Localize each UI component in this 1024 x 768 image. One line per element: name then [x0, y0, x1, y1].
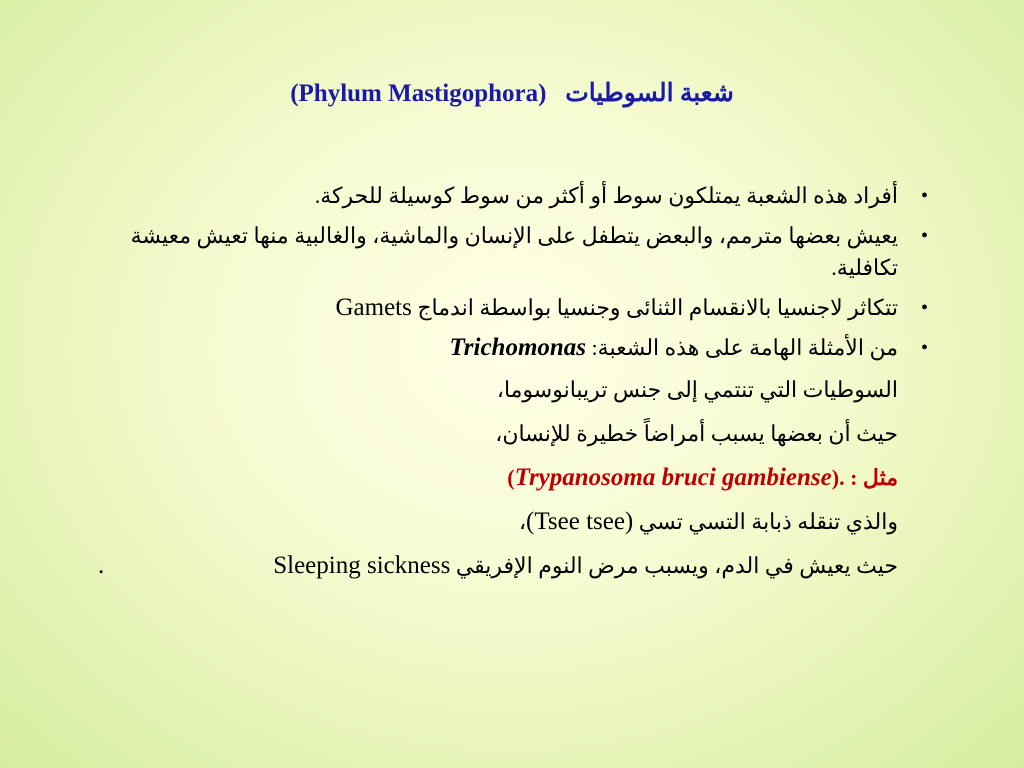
sub-line-3: [68, 462, 928, 494]
species-name-group: [507, 465, 844, 490]
gamets-term: Gamets: [335, 294, 412, 321]
slide-content: [68, 180, 928, 582]
sub-line-4: [68, 506, 928, 538]
example-label: مثل :: [850, 465, 898, 490]
sub-line-1-text: السوطيات التي تنتمي إلى جنس تريبانوسوما،: [496, 377, 898, 402]
sub-line-5-end: .: [98, 552, 105, 579]
bullet-1-text: أفراد هذه الشعبة يمتلكون سوط أو أكثر من سوط كوسيلة للحركة.: [314, 183, 898, 208]
bullet-4-text: من الأمثلة الهامة على هذه الشعبة:: [591, 335, 898, 360]
tsee-tsee-term: (Tsee tsee): [526, 508, 634, 535]
slide-title: [0, 78, 1024, 108]
title-arabic: شعبة السوطيات: [565, 80, 734, 107]
sub-line-2: [68, 418, 928, 450]
trichomonas-term: Trichomonas: [449, 334, 587, 361]
sub-line-5-text: حيث يعيش في الدم، ويسبب مرض النوم الإفريقي: [455, 553, 898, 578]
sub-line-5: [68, 550, 928, 582]
bullet-item-3: [68, 292, 928, 324]
sub-line-2-text: حيث أن بعضها يسبب أمراضاً خطيرة للإنسان،: [495, 421, 898, 446]
title-latin: (Phylum Mastigophora): [290, 80, 547, 107]
bullet-item-1: [68, 180, 928, 212]
sub-line-1: [68, 374, 928, 406]
sub-line-4-end: ،: [518, 509, 527, 534]
species-close-paren: ).: [831, 465, 845, 490]
bullet-3-text: تتكاثر لاجنسيا بالانقسام الثنائى وجنسيا بواسطة اندماج: [417, 295, 898, 320]
sleeping-sickness-term: Sleeping sickness: [273, 552, 451, 579]
species-name: Trypanosoma bruci gambiense: [514, 464, 832, 491]
species-open-paren: (: [507, 465, 515, 490]
bullet-item-4: [68, 332, 928, 364]
sub-line-4-text: والذي تنقله ذبابة التسي تسي: [638, 509, 898, 534]
bullet-item-2: [68, 220, 928, 284]
bullet-2-text: يعيش بعضها مترمم، والبعض يتطفل على الإنسان والماشية، والغالبية منها تعيش معيشة تكافلية.: [130, 223, 898, 280]
